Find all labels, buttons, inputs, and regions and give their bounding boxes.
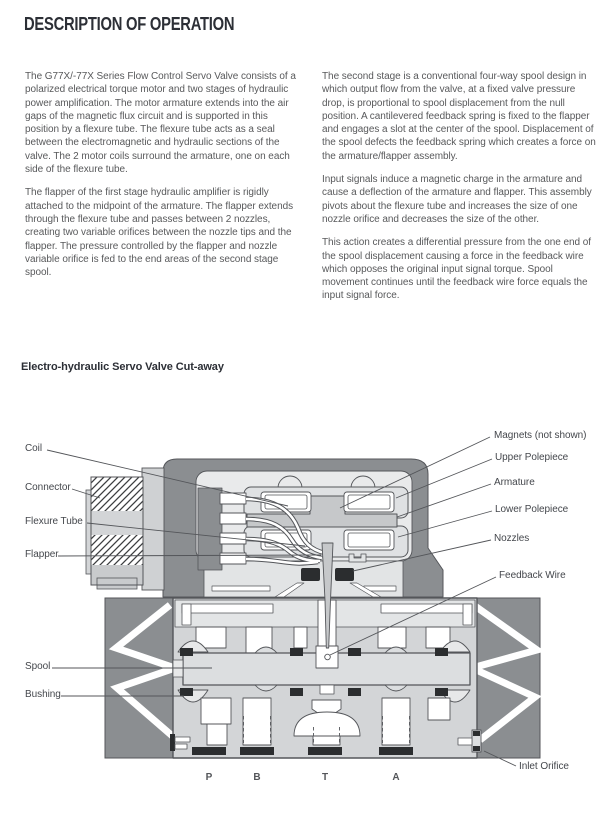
label-bushing: Bushing	[25, 689, 61, 700]
label-nozzles: Nozzles	[494, 533, 530, 544]
paragraph-left-1: The G77X/-77X Series Flow Control Servo Valve consists of a polarized electrical torque motor and two stages of hydraulic power amplification. The motor armature extends into the air gaps of the magnetic flux circuit and is supported in this position by a flexure tube. The flexure tube acts as a seal between the electromagnetic and hydraulic sections of the valve. The 2 motor coils surround the armature, one on each side of the flexure tube.	[25, 71, 296, 176]
nozzle-right	[335, 568, 354, 581]
servo-valve-cutaway-diagram	[0, 420, 614, 818]
body-column-right	[322, 70, 596, 313]
body-column-left	[25, 70, 299, 289]
label-armature: Armature	[494, 477, 535, 488]
label-coil: Coil	[25, 443, 43, 454]
port-label-a: A	[392, 772, 400, 783]
label-connector: Connector	[25, 482, 71, 493]
label-flexure-tube: Flexure Tube	[25, 516, 83, 527]
paragraph-right-1: The second stage is a conventional four-way spool design in which output flow from the valve, at a fixed valve pressure drop, is proportional to spool displacement from the null position. A cantilevered feedback spring is fixed to the flapper and engages a slot at the center of the spool. Displacement of the spool defects the feedback spring which creates a force on the armature/flapper assembly.	[322, 71, 596, 162]
label-flapper: Flapper	[25, 549, 59, 560]
label-lower-polepiece: Lower Polepiece	[495, 504, 569, 515]
label-inlet-orifice: Inlet Orifice	[519, 761, 569, 772]
nozzle-left	[301, 568, 320, 581]
paragraph-right-2: Input signals induce a magnetic charge in the armature and cause a deflection of the armature and flapper. This assembly pivots about the flexure tube and increases the size of one nozzle orifice and decreases the size of the other.	[322, 174, 592, 225]
figure-caption: Electro-hydraulic Servo Valve Cut-away	[21, 361, 224, 373]
electrical-connector	[86, 468, 164, 590]
label-feedback-wire: Feedback Wire	[499, 570, 566, 581]
label-magnets: Magnets (not shown)	[494, 430, 587, 441]
page-title: DESCRIPTION OF OPERATION	[24, 14, 235, 34]
paragraph-right-3: This action creates a differential pressure from the one end of the spool displacement causing a force in the feedback wire which opposes the original input signal torque. Spool movement continues until the feedback wire force equals the input signal force.	[322, 237, 592, 302]
label-upper-polepiece: Upper Polepiece	[495, 452, 569, 463]
label-spool: Spool	[25, 661, 51, 672]
port-label-t: T	[321, 772, 329, 783]
terminal-block	[198, 488, 222, 570]
feedback-wire-ball	[325, 654, 331, 660]
port-label-p: P	[205, 772, 213, 783]
paragraph-left-2: The flapper of the first stage hydraulic amplifier is rigidly attached to the midpoint of the armature. The flapper extends through the flexure tube and passes between 2 nozzles, creating two variable orifices between the nozzle tips and the flapper. The pressure controlled by the flapper and nozzle variable orifice is fed to the end areas of the second stage spool.	[25, 187, 294, 279]
port-label-b: B	[253, 772, 261, 783]
